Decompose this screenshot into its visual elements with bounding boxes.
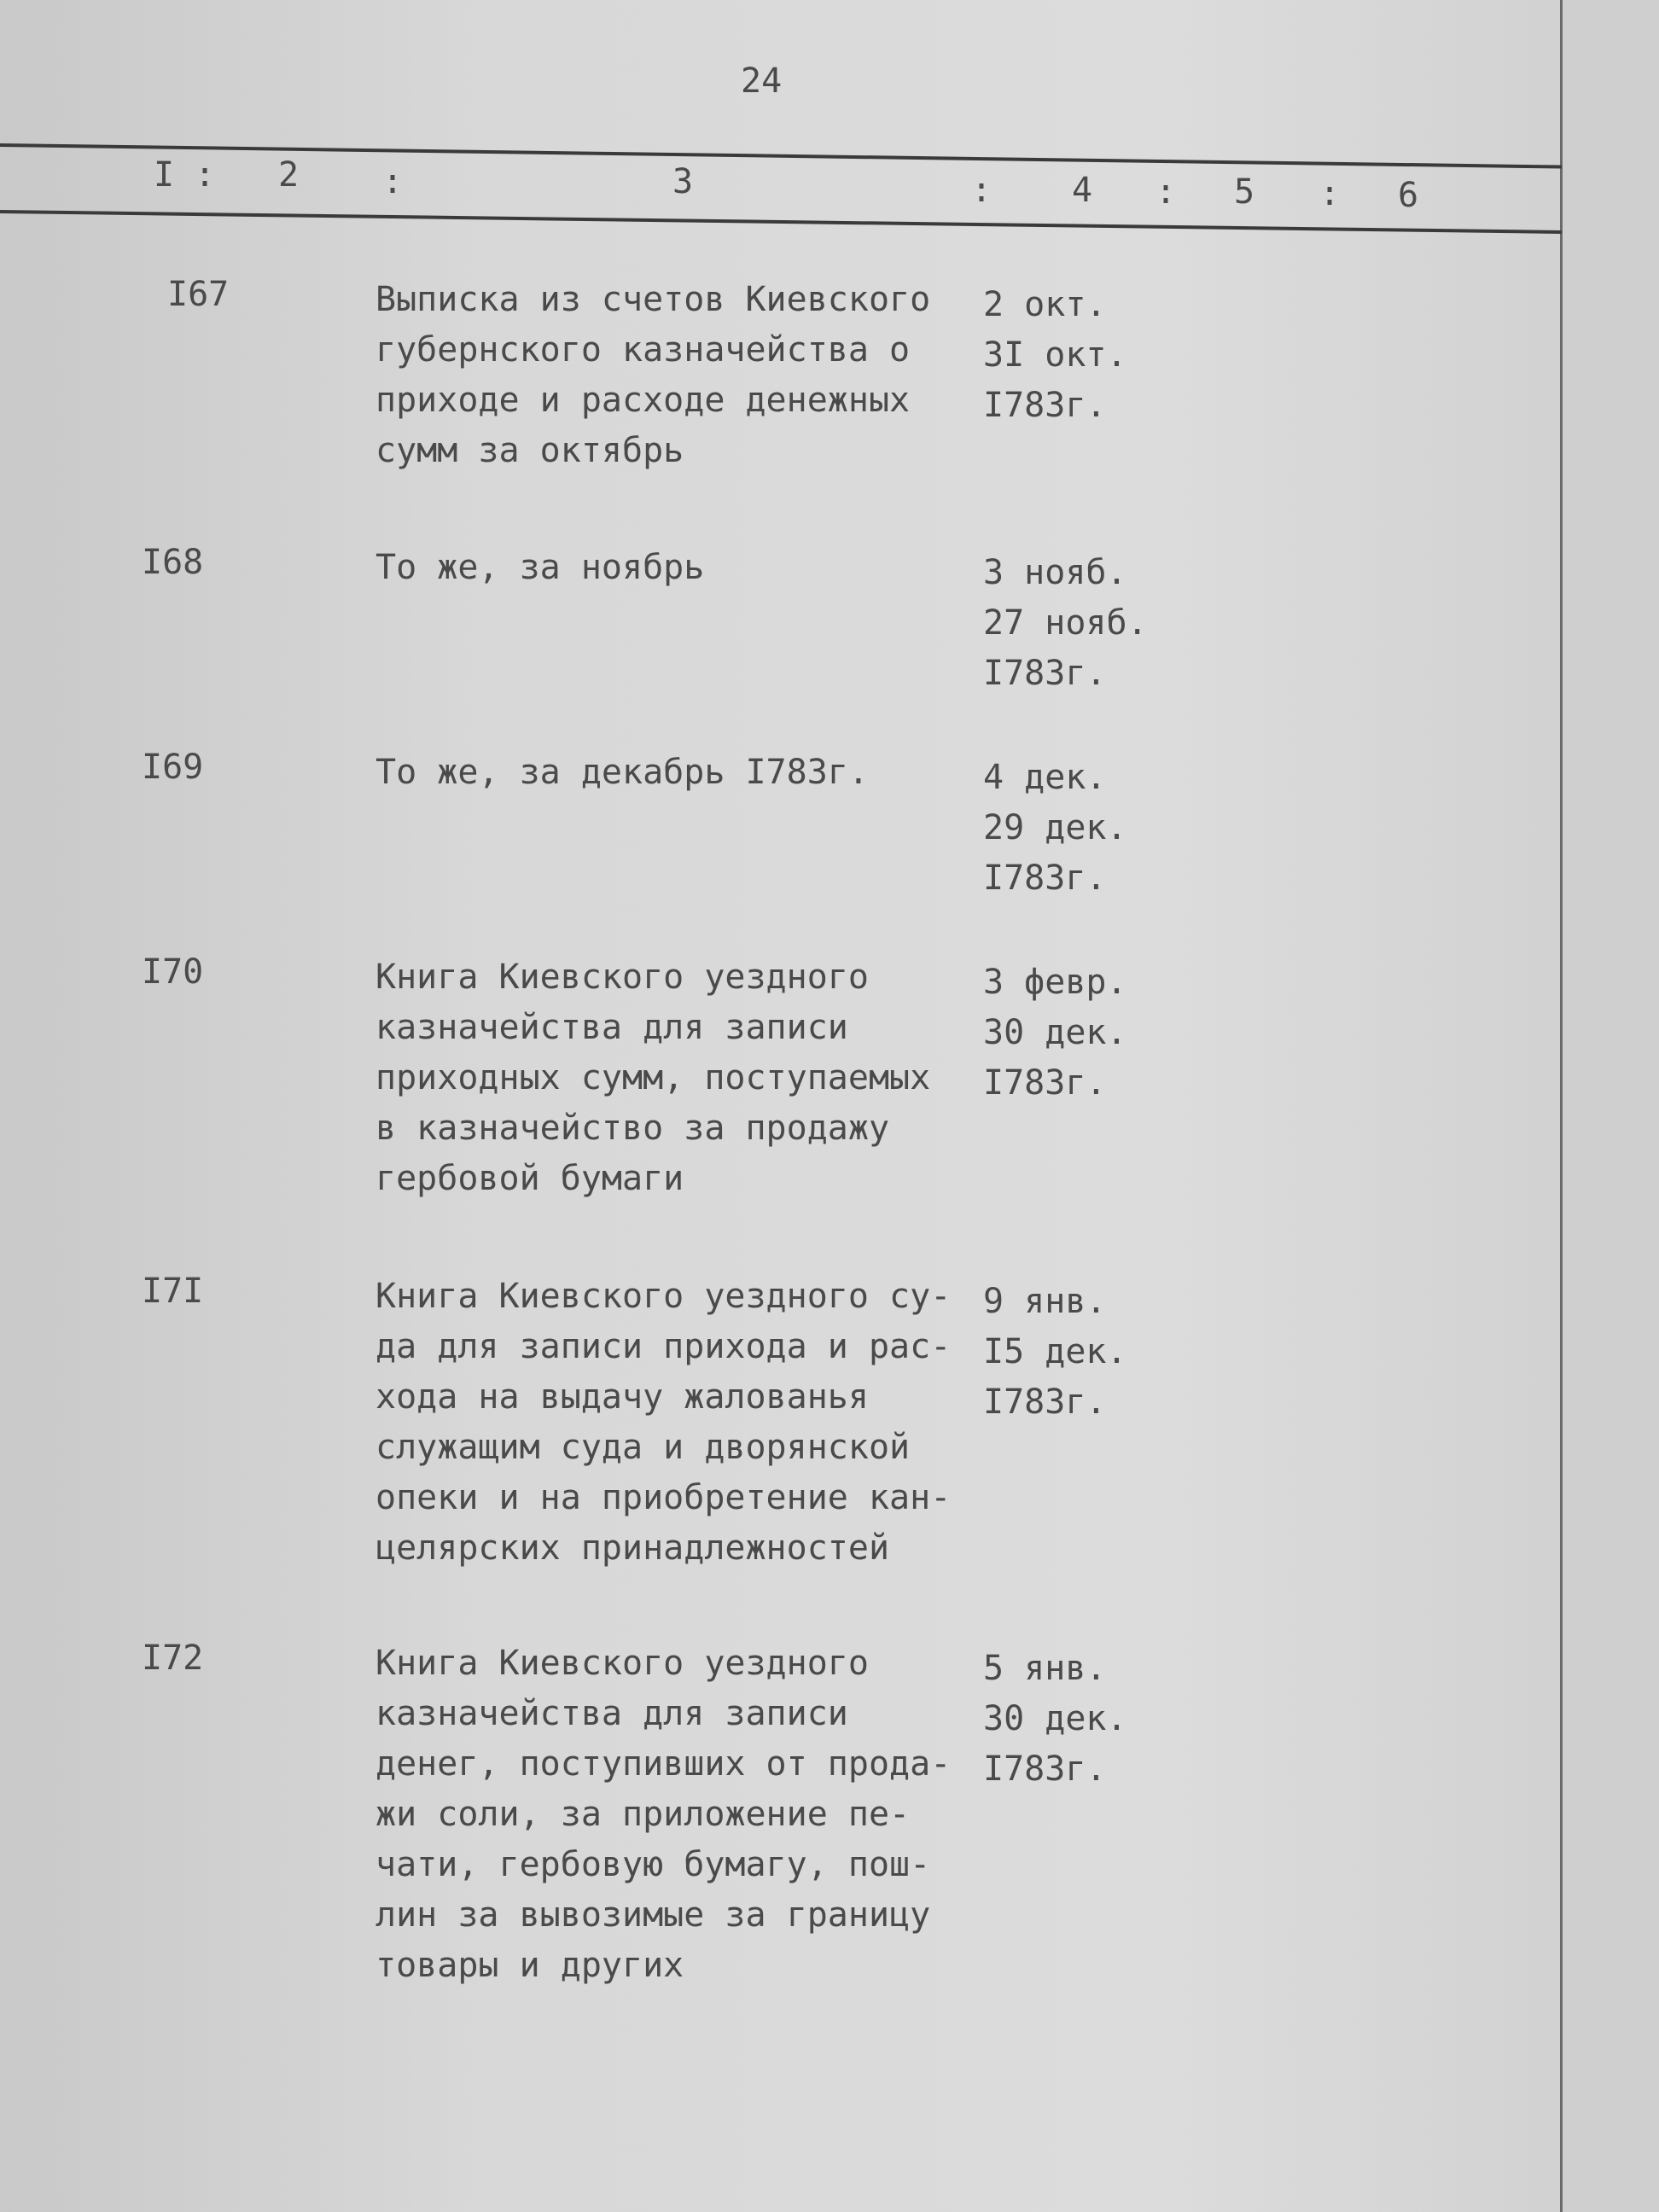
description-line: Книга Киевского уездного: [375, 958, 869, 997]
entry-description: [375, 748, 869, 798]
entry-description: [375, 543, 704, 593]
date-line: 3I окт.: [983, 335, 1127, 375]
date-line: 30 дек.: [983, 1013, 1127, 1052]
date-line: 3 февр.: [983, 963, 1127, 1002]
description-line: чати, гербовую бумагу, пош-: [375, 1845, 931, 1884]
column-header-5: 5: [1234, 172, 1255, 212]
description-line: лин за вывозимые за границу: [375, 1895, 931, 1935]
description-line: То же, за декабрь I783г.: [375, 753, 869, 792]
description-line: губернского казначейства о: [375, 330, 911, 370]
date-line: 4 дек.: [983, 758, 1107, 797]
entry-number: I67: [167, 275, 230, 314]
date-line: 9 янв.: [983, 1282, 1107, 1321]
description-line: денег, поступивших от прода-: [375, 1744, 952, 1784]
header-top-rule: [0, 143, 1562, 169]
column-header-1: I: [154, 155, 175, 195]
column-header-2: 2: [278, 155, 300, 195]
column-header-3: 3: [672, 162, 694, 201]
description-line: да для записи прихода и рас-: [375, 1327, 952, 1366]
column-separator: :: [971, 171, 992, 210]
description-line: жи соли, за приложение пе-: [375, 1795, 911, 1834]
entry-dates: [983, 1277, 1127, 1428]
description-line: целярских принадлежностей: [375, 1528, 890, 1568]
column-header-6: 6: [1398, 176, 1419, 215]
date-line: 3 нояб.: [983, 553, 1127, 592]
date-line: I783г.: [983, 859, 1107, 898]
date-line: 2 окт.: [983, 285, 1107, 324]
entry-dates: [983, 958, 1127, 1109]
entry-number: I68: [142, 543, 204, 582]
entry-number: I69: [142, 748, 204, 787]
date-line: I783г.: [983, 1063, 1107, 1103]
description-line: То же, за ноябрь: [375, 548, 705, 587]
date-line: 5 янв.: [983, 1649, 1107, 1688]
date-line: I5 дек.: [983, 1332, 1127, 1371]
description-line: сумм за октябрь: [375, 431, 684, 470]
entry-dates: [983, 1644, 1127, 1795]
header-bottom-rule: [0, 210, 1562, 234]
description-line: казначейства для записи: [375, 1008, 848, 1047]
description-line: служащим суда и дворянской: [375, 1428, 911, 1467]
column-separator: :: [195, 155, 216, 195]
description-line: опеки и на приобретение кан-: [375, 1478, 952, 1517]
date-line: I783г.: [983, 1749, 1107, 1789]
date-line: I783г.: [983, 386, 1107, 425]
column-separator: :: [382, 162, 404, 201]
page-number: 24: [741, 61, 783, 101]
description-line: Книга Киевского уездного су-: [375, 1277, 952, 1316]
entry-dates: [983, 280, 1127, 431]
date-line: I783г.: [983, 1382, 1107, 1422]
description-line: Книга Киевского уездного: [375, 1644, 869, 1683]
entry-description: [375, 952, 930, 1204]
description-line: приходных сумм, поступаемых: [375, 1058, 931, 1097]
entry-description: [375, 275, 930, 476]
entry-description: [375, 1272, 951, 1574]
date-line: 29 дек.: [983, 808, 1127, 847]
description-line: приходе и расходе денежных: [375, 381, 911, 420]
description-line: хода на выдачу жалованья: [375, 1377, 869, 1417]
date-line: I783г.: [983, 654, 1107, 693]
description-line: товары и других: [375, 1946, 684, 1985]
entry-description: [375, 1639, 951, 1991]
date-line: 27 нояб.: [983, 603, 1148, 643]
entry-number: I70: [142, 952, 204, 992]
date-line: 30 дек.: [983, 1699, 1127, 1738]
entry-dates: [983, 548, 1148, 699]
description-line: Выписка из счетов Киевского: [375, 280, 931, 319]
description-line: гербовой бумаги: [375, 1159, 684, 1198]
entry-number: I72: [142, 1639, 204, 1678]
entry-number: I7I: [142, 1272, 204, 1311]
paper-edge: [1560, 0, 1659, 2212]
column-separator: :: [1319, 174, 1341, 213]
column-header-4: 4: [1072, 171, 1093, 210]
column-separator: :: [1155, 172, 1177, 212]
description-line: в казначейство за продажу: [375, 1109, 890, 1148]
entry-dates: [983, 753, 1127, 904]
description-line: казначейства для записи: [375, 1694, 848, 1733]
